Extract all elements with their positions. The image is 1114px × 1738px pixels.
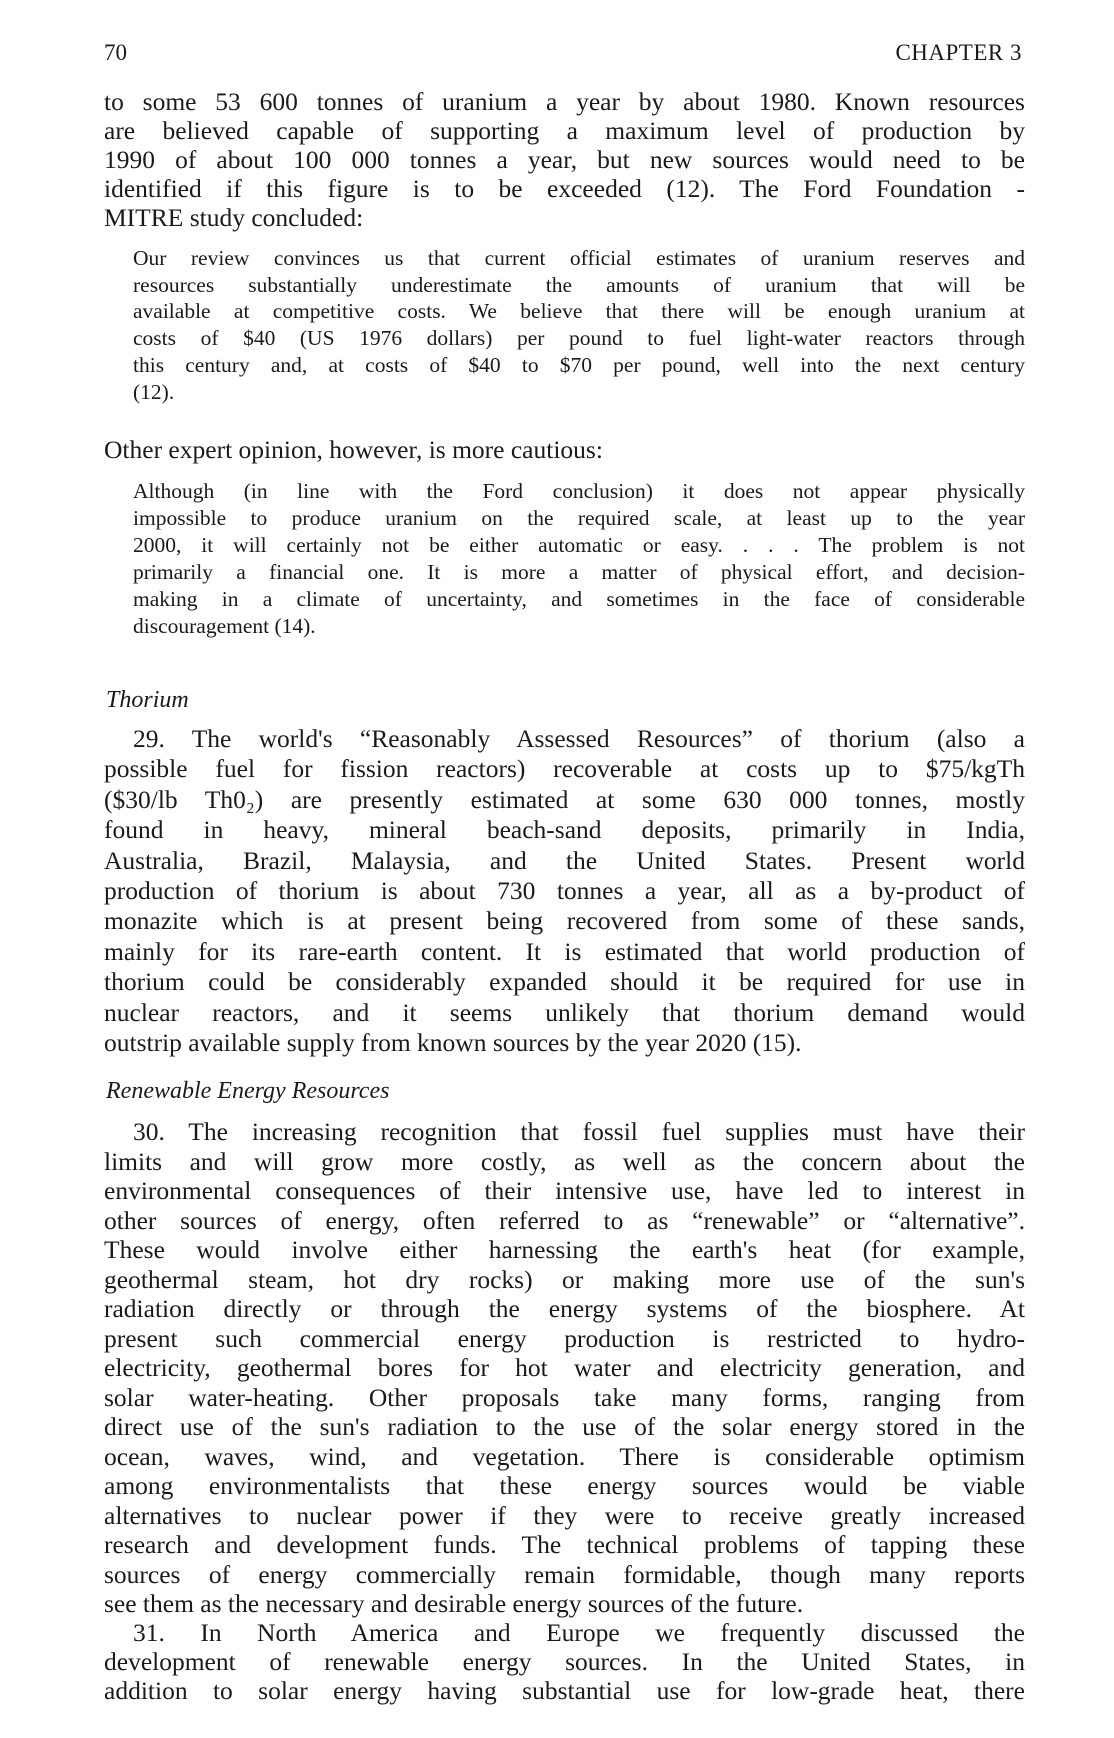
text-line: outstrip available supply from known sources by the year 2020 (15). bbox=[104, 1028, 802, 1058]
text-line: making in a climate of uncertainty, and sometimes in the face of considerable bbox=[133, 586, 1025, 611]
text-line: ($30/lb Th0₂) are presently estimated at some 630 000 tonnes, mostly bbox=[104, 784, 1025, 814]
text-line: (12). bbox=[133, 379, 175, 404]
text-line: sources of energy commercially remain formidable, though many reports bbox=[104, 1559, 1025, 1589]
text-line: 30. The increasing recognition that fossil fuel supplies must have their bbox=[133, 1117, 1025, 1146]
text-line: Australia, Brazil, Malaysia, and the United States. Present world bbox=[104, 845, 1025, 875]
text-line: among environmentalists that these energy sources would be viable bbox=[104, 1471, 1025, 1500]
text-line: resources substantially underestimate the amounts of uranium that will be bbox=[133, 272, 1025, 297]
para-31 bbox=[104, 1618, 1025, 1705]
text-line: environmental consequences of their intensive use, have led to interest in bbox=[104, 1176, 1025, 1205]
text-line: costs of $40 (US 1976 dollars) per pound to fuel light-water reactors through bbox=[133, 326, 1025, 351]
text-line: nuclear reactors, and it seems unlikely that thorium demand would bbox=[104, 997, 1025, 1027]
running-header-chapter: CHAPTER 3 bbox=[895, 40, 1022, 65]
para-30 bbox=[104, 1117, 1025, 1619]
text-line: electricity, geothermal bores for hot water and electricity generation, and bbox=[104, 1353, 1025, 1382]
text-line: are believed capable of supporting a maximum level of production by bbox=[104, 115, 1025, 145]
text-line: found in heavy, mineral beach-sand deposits, primarily in India, bbox=[104, 815, 1025, 845]
text-line: alternatives to nuclear power if they were to receive greatly increased bbox=[104, 1500, 1025, 1530]
text-line: 29. The world's “Reasonably Assessed Resources” of thorium (also a bbox=[133, 724, 1025, 753]
text-line: 31. In North America and Europe we frequently discussed the bbox=[133, 1618, 1025, 1647]
text-line: available at competitive costs. We believe that there will be enough uranium at bbox=[133, 299, 1025, 324]
page-number: 70 bbox=[104, 40, 127, 65]
text-line: primarily a financial one. It is more a matter of physical effort, and decision- bbox=[133, 559, 1025, 584]
para-uranium-production bbox=[104, 87, 1025, 232]
text-line: MITRE study concluded: bbox=[104, 202, 364, 232]
quote-cautious bbox=[133, 478, 1025, 640]
section-heading-renewable-energy: Renewable Energy Resources bbox=[106, 1078, 390, 1104]
text-line: radiation directly or through the energy systems of the biosphere. At bbox=[104, 1294, 1025, 1323]
text-line: ocean, waves, wind, and vegetation. There is considerable optimism bbox=[104, 1441, 1025, 1471]
text-line: limits and will grow more costly, as well as the concern about the bbox=[104, 1146, 1025, 1176]
section-heading-thorium: Thorium bbox=[106, 687, 189, 713]
text-line: see them as the necessary and desirable energy sources of the future. bbox=[104, 1589, 804, 1618]
text-line: possible fuel for fission reactors) recoverable at costs up to $75/kgTh bbox=[104, 754, 1025, 784]
text-line: Our review convinces us that current official estimates of uranium reserves and bbox=[133, 246, 1025, 270]
text-line: geothermal steam, hot dry rocks) or making more use of the sun's bbox=[104, 1264, 1025, 1294]
text-line: other sources of energy, often referred to as “renewable” or “alternative”. bbox=[104, 1205, 1025, 1235]
text-line: direct use of the sun's radiation to the use of the solar energy stored in the bbox=[104, 1412, 1025, 1441]
text-line: present such commercial energy production is restricted to hydro- bbox=[104, 1323, 1025, 1353]
text-line: Although (in line with the Ford conclusion) it does not appear physically bbox=[133, 478, 1025, 503]
text-line: addition to solar energy having substantial use for low-grade heat, there bbox=[104, 1676, 1025, 1705]
text-line: 2000, it will certainly not be either automatic or easy. . . . The problem is not bbox=[133, 532, 1025, 557]
para-other-opinion bbox=[104, 435, 1025, 464]
text-line: solar water-heating. Other proposals take many forms, ranging from bbox=[104, 1382, 1025, 1412]
para-29 bbox=[104, 724, 1025, 1058]
text-line: thorium could be considerably expanded should it be required for use in bbox=[104, 967, 1025, 997]
text-line: impossible to produce uranium on the required scale, at least up to the year bbox=[133, 505, 1025, 530]
text-line: research and development funds. The technical problems of tapping these bbox=[104, 1530, 1025, 1559]
text-line: 1990 of about 100 000 tonnes a year, but new sources would need to be bbox=[104, 144, 1025, 174]
text-line: These would involve either harnessing the earth's heat (for example, bbox=[104, 1235, 1025, 1264]
text-line: to some 53 600 tonnes of uranium a year by about 1980. Known resources bbox=[104, 86, 1025, 116]
text-line: monazite which is at present being recovered from some of these sands, bbox=[104, 906, 1025, 936]
quote-ford-mitre bbox=[133, 245, 1025, 405]
text-line: mainly for its rare-earth content. It is estimated that world production of bbox=[104, 936, 1025, 966]
text-line: discouragement (14). bbox=[133, 613, 316, 638]
text-line: this century and, at costs of $40 to $70 per pound, well into the next century bbox=[133, 352, 1025, 377]
text-line: identified if this figure is to be exceeded (12). The Ford Foundation - bbox=[104, 173, 1025, 203]
text-line: Other expert opinion, however, is more cautious: bbox=[104, 435, 603, 464]
text-line: development of renewable energy sources. In the United States, in bbox=[104, 1647, 1025, 1676]
text-line: production of thorium is about 730 tonnes a year, all as a by-product of bbox=[104, 876, 1025, 906]
